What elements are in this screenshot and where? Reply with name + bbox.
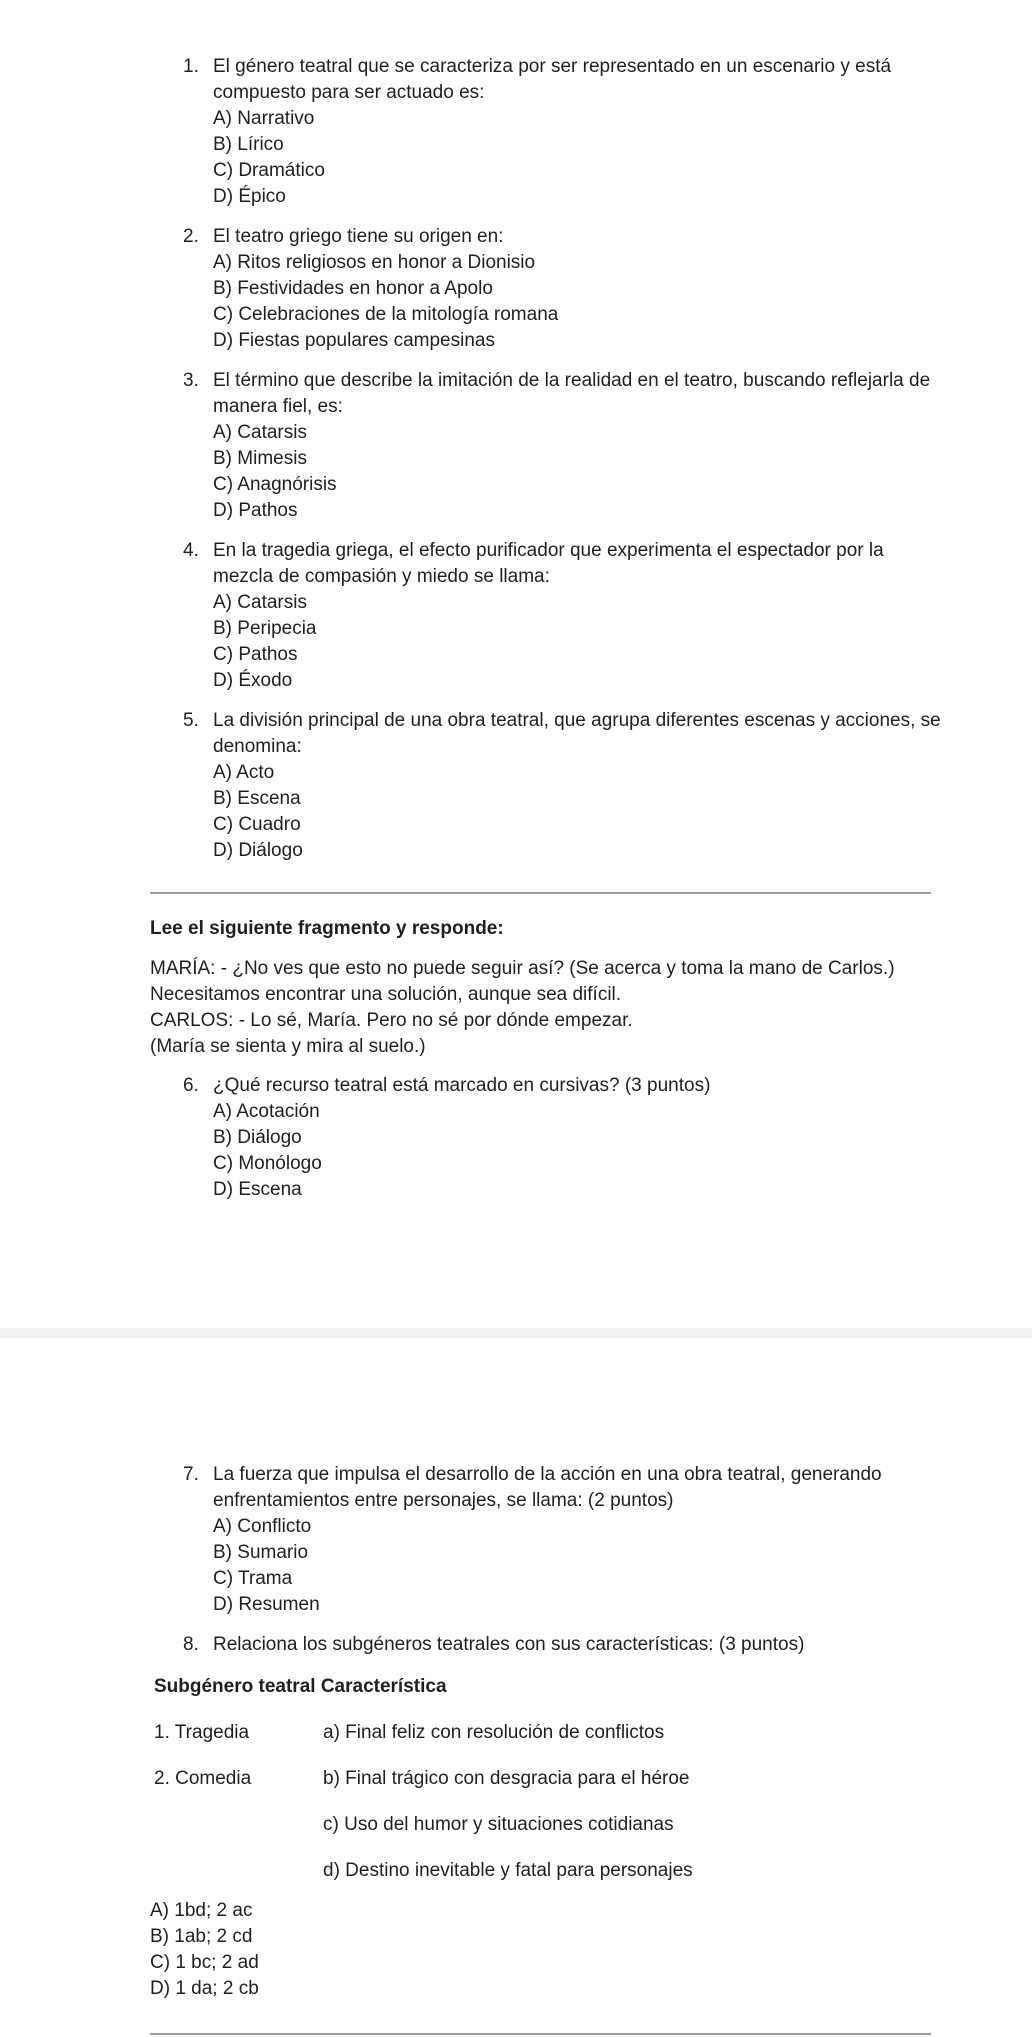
option-c: C) Pathos xyxy=(213,644,298,665)
option-a: A) Narrativo xyxy=(213,108,315,129)
question-stem: Relaciona los subgéneros teatrales con sus características: (3 puntos) xyxy=(213,1634,805,1655)
question-stem: La fuerza que impulsa el desarrollo de la acción en una obra teatral, generando enfrentamientos entre personajes, se llama: (2 puntos) xyxy=(213,1464,882,1511)
option-d: D) Escena xyxy=(213,1179,302,1200)
answer-option: D) 1 da; 2 cb xyxy=(150,1978,259,1999)
fragment-line: MARÍA: - ¿No ves que esto no puede seguir así? (Se acerca y toma la mano de Carlos.) xyxy=(150,958,895,979)
question-number: 1. xyxy=(183,56,199,77)
option-a: A) Catarsis xyxy=(213,422,307,443)
question-1 xyxy=(183,54,943,210)
question-3 xyxy=(183,368,943,524)
question-8 xyxy=(183,1632,943,1658)
option-d: D) Éxodo xyxy=(213,670,293,691)
option-b: B) Peripecia xyxy=(213,618,317,639)
question-stem: En la tragedia griega, el efecto purificador que experimenta el espectador por la mezcla de compasión y miedo se llama: xyxy=(213,540,884,587)
option-d: D) Diálogo xyxy=(213,840,303,861)
option-c: C) Anagnórisis xyxy=(213,474,337,495)
option-d: D) Épico xyxy=(213,186,286,207)
answer-options xyxy=(150,1898,970,2002)
option-d: D) Resumen xyxy=(213,1594,320,1615)
option-b: B) Diálogo xyxy=(213,1127,302,1148)
question-stem: ¿Qué recurso teatral está marcado en cursivas? (3 puntos) xyxy=(213,1075,711,1096)
question-stem: La división principal de una obra teatral, que agrupa diferentes escenas y acciones, se denomina: xyxy=(213,710,941,757)
option-c: C) Celebraciones de la mitología romana xyxy=(213,304,559,325)
fragment-line: CARLOS: - Lo sé, María. Pero no sé por dónde empezar. xyxy=(150,1010,633,1031)
fragment-line: (María se sienta y mira al suelo.) xyxy=(150,1036,426,1057)
characteristic-cell: a) Final feliz con resolución de conflictos xyxy=(323,1722,665,1743)
question-stem: El género teatral que se caracteriza por ser representado en un escenario y está compuesto para ser actuado es: xyxy=(213,56,892,103)
option-b: B) Lírico xyxy=(213,134,284,155)
question-number: 7. xyxy=(183,1464,199,1485)
option-c: C) Trama xyxy=(213,1568,293,1589)
answer-option: C) 1 bc; 2 ad xyxy=(150,1952,259,1973)
option-c: C) Cuadro xyxy=(213,814,301,835)
option-c: C) Dramático xyxy=(213,160,325,181)
subgenre-cell: 2. Comedia xyxy=(154,1768,252,1789)
option-b: B) Sumario xyxy=(213,1542,309,1563)
question-number: 6. xyxy=(183,1075,199,1096)
page-break xyxy=(0,1328,1032,1338)
question-5 xyxy=(183,708,943,864)
fragment-text xyxy=(150,956,970,1060)
option-c: C) Monólogo xyxy=(213,1153,322,1174)
answer-option: A) 1bd; 2 ac xyxy=(150,1900,253,1921)
page-2 xyxy=(0,1338,1032,2037)
option-a: A) Conflicto xyxy=(213,1516,312,1537)
option-a: A) Acotación xyxy=(213,1101,320,1122)
characteristic-cell: b) Final trágico con desgracia para el héroe xyxy=(323,1768,690,1789)
question-2 xyxy=(183,224,943,354)
question-number: 4. xyxy=(183,540,199,561)
divider xyxy=(150,892,931,894)
question-stem: El término que describe la imitación de la realidad en el teatro, buscando reflejarla de manera fiel, es: xyxy=(213,370,931,417)
question-4 xyxy=(183,538,943,694)
question-number: 5. xyxy=(183,710,199,731)
option-d: D) Pathos xyxy=(213,500,298,521)
table-header: Subgénero teatral Característica xyxy=(154,1676,447,1697)
question-7 xyxy=(183,1462,943,1618)
option-a: A) Catarsis xyxy=(213,592,307,613)
option-b: B) Festividades en honor a Apolo xyxy=(213,278,493,299)
question-stem: El teatro griego tiene su origen en: xyxy=(213,226,504,247)
characteristic-cell: c) Uso del humor y situaciones cotidianas xyxy=(323,1814,674,1835)
option-a: A) Acto xyxy=(213,762,275,783)
subgenre-cell: 1. Tragedia xyxy=(154,1722,250,1743)
question-number: 2. xyxy=(183,226,199,247)
fragment-line: Necesitamos encontrar una solución, aunque sea difícil. xyxy=(150,984,622,1005)
characteristic-cell: d) Destino inevitable y fatal para personajes xyxy=(323,1860,693,1881)
option-b: B) Mimesis xyxy=(213,448,307,469)
answer-option: B) 1ab; 2 cd xyxy=(150,1926,253,1947)
divider xyxy=(150,2033,931,2035)
option-d: D) Fiestas populares campesinas xyxy=(213,330,495,351)
question-number: 8. xyxy=(183,1634,199,1655)
question-number: 3. xyxy=(183,370,199,391)
option-a: A) Ritos religiosos en honor a Dionisio xyxy=(213,252,536,273)
option-b: B) Escena xyxy=(213,788,301,809)
fragment-heading: Lee el siguiente fragmento y responde: xyxy=(150,918,504,939)
question-6 xyxy=(183,1073,943,1203)
